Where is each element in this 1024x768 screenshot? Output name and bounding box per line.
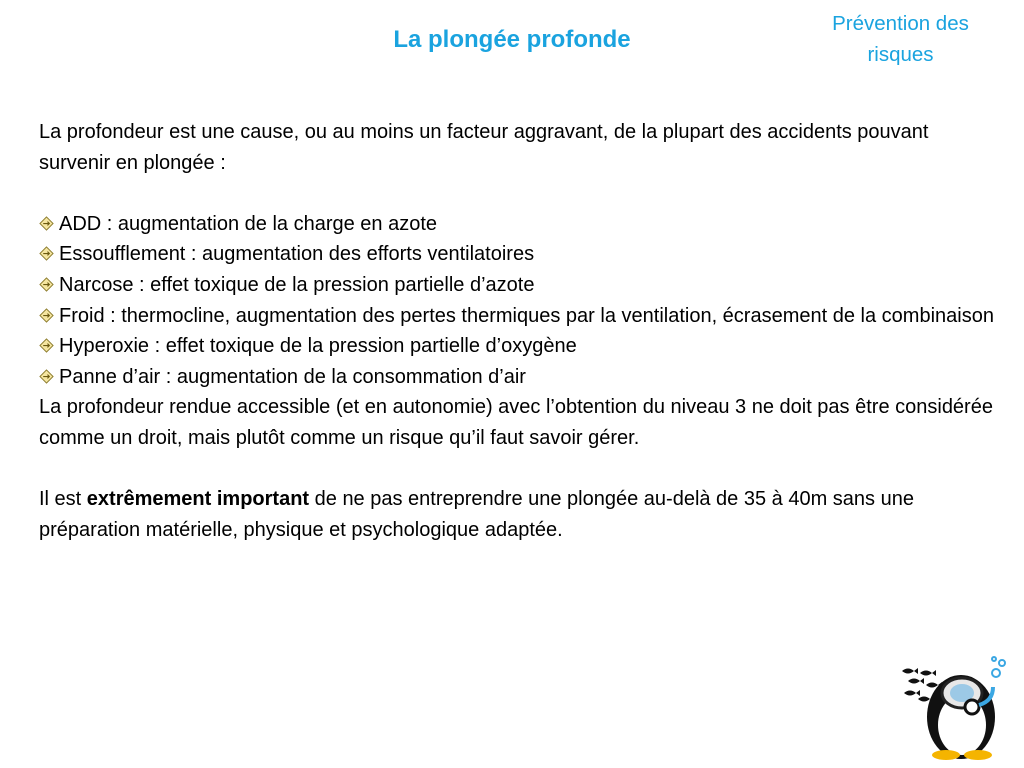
diamond-arrow-icon bbox=[39, 308, 54, 323]
warning-emphasis: extrêmement important bbox=[86, 488, 310, 511]
bullet-text: Narcose : effet toxique de la pression partielle d’azote bbox=[59, 273, 535, 296]
spacer bbox=[39, 178, 999, 209]
bullet-item bbox=[39, 362, 999, 393]
warning-paragraph bbox=[39, 484, 999, 545]
section-label-line1: Prévention des bbox=[832, 12, 969, 35]
diamond-arrow-icon bbox=[39, 369, 54, 384]
bubbles-icon bbox=[992, 657, 1005, 677]
spacer bbox=[39, 454, 999, 485]
bullet-item bbox=[39, 270, 999, 301]
bullet-text: Hyperoxie : effet toxique de la pression partielle d’oxygène bbox=[59, 335, 577, 358]
diamond-arrow-icon bbox=[39, 338, 54, 353]
slide-title: La plongée profonde bbox=[393, 26, 631, 53]
bullet-text: Essoufflement : augmentation des efforts ventilatoires bbox=[59, 243, 535, 266]
bullet-text: Froid : thermocline, augmentation des pertes thermiques par la ventilation, écrasement de la combinaison bbox=[59, 304, 994, 327]
bullet-item bbox=[39, 331, 999, 362]
autonomy-paragraph: La profondeur rendue accessible (et en autonomie) avec l’obtention du niveau 3 ne doit pas être considérée comme un droit, mais plutôt comme un risque qu’il faut savoir gérer. bbox=[39, 396, 993, 449]
intro-paragraph: La profondeur est une cause, ou au moins un facteur aggravant, de la plupart des accidents pouvant survenir en plongée : bbox=[39, 121, 929, 174]
bullet-text: Panne d’air : augmentation de la consommation d’air bbox=[59, 365, 526, 388]
bullet-item bbox=[39, 209, 999, 240]
diamond-arrow-icon bbox=[39, 277, 54, 292]
section-label bbox=[808, 8, 993, 70]
bullet-text: ADD : augmentation de la charge en azote bbox=[59, 212, 438, 235]
diver-penguin-icon bbox=[896, 655, 1016, 761]
diamond-arrow-icon bbox=[39, 246, 54, 261]
diamond-arrow-icon bbox=[39, 216, 54, 231]
bullet-item bbox=[39, 239, 999, 270]
section-label-line2: risques bbox=[867, 43, 934, 66]
warning-text-start: Il est bbox=[39, 488, 87, 511]
slide-body bbox=[39, 117, 999, 545]
warning-text-end: de ne pas entreprendre une plongée au-delà de 35 à 40m sans une préparation matérielle, physique et psychologique adaptée. bbox=[39, 488, 914, 541]
bullet-item bbox=[39, 301, 999, 332]
